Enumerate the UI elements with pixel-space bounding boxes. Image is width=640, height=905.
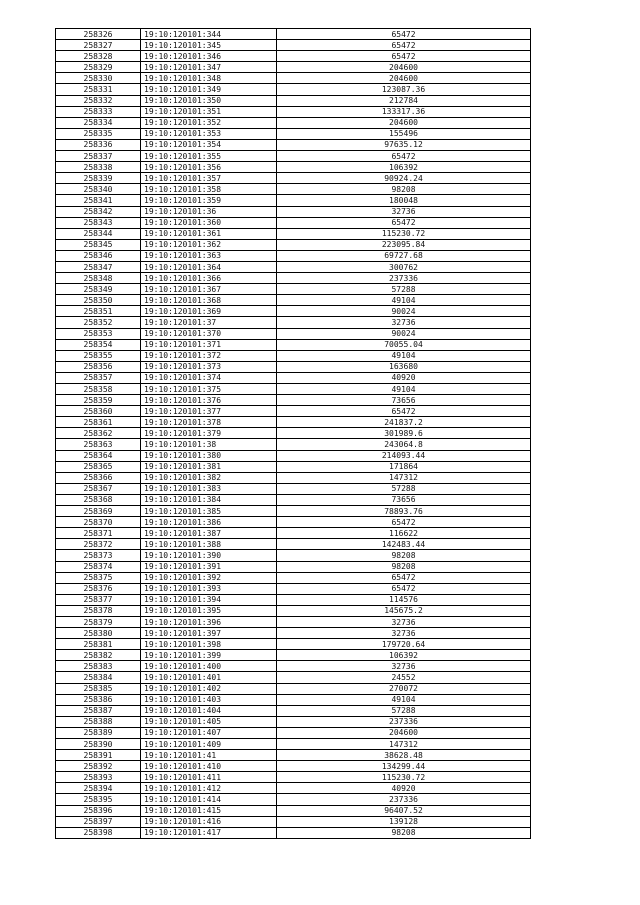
table-row (56, 561, 531, 572)
row-id-cell: 258365 (56, 461, 141, 472)
table-row (56, 483, 531, 494)
value-cell: 145675.2 (277, 605, 531, 616)
value-cell: 32736 (277, 628, 531, 639)
value-cell: 171864 (277, 461, 531, 472)
row-id-cell: 258379 (56, 616, 141, 627)
row-id-cell: 258344 (56, 228, 141, 239)
value-cell: 106392 (277, 650, 531, 661)
cadastral-number-cell: 19:10:120101:369 (141, 306, 277, 317)
row-id-cell: 258397 (56, 816, 141, 827)
row-id-cell: 258372 (56, 539, 141, 550)
cadastral-number-cell: 19:10:120101:403 (141, 694, 277, 705)
cadastral-number-cell: 19:10:120101:393 (141, 583, 277, 594)
cadastral-number-cell: 19:10:120101:372 (141, 350, 277, 361)
cadastral-number-cell: 19:10:120101:361 (141, 228, 277, 239)
row-id-cell: 258388 (56, 716, 141, 727)
table-row (56, 628, 531, 639)
cadastral-number-cell: 19:10:120101:379 (141, 428, 277, 439)
cadastral-number-cell: 19:10:120101:400 (141, 661, 277, 672)
table-row (56, 295, 531, 306)
table-row (56, 739, 531, 750)
cadastral-number-cell: 19:10:120101:405 (141, 716, 277, 727)
value-cell: 97635.12 (277, 139, 531, 150)
value-cell: 147312 (277, 739, 531, 750)
row-id-cell: 258358 (56, 384, 141, 395)
table-row (56, 306, 531, 317)
row-id-cell: 258328 (56, 51, 141, 62)
cadastral-number-cell: 19:10:120101:359 (141, 195, 277, 206)
table-row (56, 195, 531, 206)
cadastral-number-cell: 19:10:120101:344 (141, 29, 277, 40)
value-cell: 49104 (277, 384, 531, 395)
row-id-cell: 258381 (56, 639, 141, 650)
table-row (56, 616, 531, 627)
cadastral-number-cell: 19:10:120101:402 (141, 683, 277, 694)
cadastral-number-cell: 19:10:120101:374 (141, 372, 277, 383)
cadastral-number-cell: 19:10:120101:383 (141, 483, 277, 494)
value-cell: 65472 (277, 517, 531, 528)
table-row (56, 428, 531, 439)
value-cell: 214093.44 (277, 450, 531, 461)
value-cell: 180048 (277, 195, 531, 206)
row-id-cell: 258376 (56, 583, 141, 594)
row-id-cell: 258331 (56, 84, 141, 95)
row-id-cell: 258390 (56, 739, 141, 750)
row-id-cell: 258393 (56, 772, 141, 783)
row-id-cell: 258366 (56, 472, 141, 483)
row-id-cell: 258337 (56, 151, 141, 162)
value-cell: 223095.84 (277, 239, 531, 250)
row-id-cell: 258371 (56, 528, 141, 539)
value-cell: 90924.24 (277, 173, 531, 184)
value-cell: 65472 (277, 40, 531, 51)
table-row (56, 40, 531, 51)
value-cell: 32736 (277, 661, 531, 672)
table-row (56, 650, 531, 661)
row-id-cell: 258339 (56, 173, 141, 184)
cadastral-number-cell: 19:10:120101:362 (141, 239, 277, 250)
row-id-cell: 258375 (56, 572, 141, 583)
row-id-cell: 258373 (56, 550, 141, 561)
value-cell: 179720.64 (277, 639, 531, 650)
cadastral-number-cell: 19:10:120101:366 (141, 273, 277, 284)
cadastral-number-cell: 19:10:120101:41 (141, 750, 277, 761)
value-cell: 106392 (277, 162, 531, 173)
row-id-cell: 258330 (56, 73, 141, 84)
table-row (56, 716, 531, 727)
value-cell: 40920 (277, 372, 531, 383)
value-cell: 57288 (277, 284, 531, 295)
cadastral-number-cell: 19:10:120101:395 (141, 605, 277, 616)
cadastral-number-cell: 19:10:120101:412 (141, 783, 277, 794)
cadastral-number-cell: 19:10:120101:380 (141, 450, 277, 461)
cadastral-number-cell: 19:10:120101:375 (141, 384, 277, 395)
cadastral-number-cell: 19:10:120101:415 (141, 805, 277, 816)
table-row (56, 572, 531, 583)
table-row (56, 328, 531, 339)
cadastral-number-cell: 19:10:120101:354 (141, 139, 277, 150)
table-row (56, 173, 531, 184)
value-cell: 57288 (277, 483, 531, 494)
value-cell: 155496 (277, 128, 531, 139)
cadastral-number-cell: 19:10:120101:387 (141, 528, 277, 539)
table-row (56, 472, 531, 483)
cadastral-number-cell: 19:10:120101:351 (141, 106, 277, 117)
cadastral-number-cell: 19:10:120101:392 (141, 572, 277, 583)
value-cell: 32736 (277, 616, 531, 627)
row-id-cell: 258345 (56, 239, 141, 250)
value-cell: 204600 (277, 62, 531, 73)
row-id-cell: 258363 (56, 439, 141, 450)
cadastral-number-cell: 19:10:120101:391 (141, 561, 277, 572)
row-id-cell: 258359 (56, 395, 141, 406)
table-row (56, 139, 531, 150)
table-row (56, 51, 531, 62)
cadastral-number-cell: 19:10:120101:349 (141, 84, 277, 95)
cadastral-number-cell: 19:10:120101:417 (141, 827, 277, 838)
table-row (56, 239, 531, 250)
value-cell: 78893.76 (277, 506, 531, 517)
row-id-cell: 258389 (56, 727, 141, 738)
table-row (56, 805, 531, 816)
row-id-cell: 258384 (56, 672, 141, 683)
row-id-cell: 258327 (56, 40, 141, 51)
cadastral-number-cell: 19:10:120101:373 (141, 361, 277, 372)
table-row (56, 317, 531, 328)
table-row (56, 273, 531, 284)
row-id-cell: 258342 (56, 206, 141, 217)
table-row (56, 84, 531, 95)
cadastral-number-cell: 19:10:120101:371 (141, 339, 277, 350)
table-row (56, 439, 531, 450)
cadastral-number-cell: 19:10:120101:370 (141, 328, 277, 339)
table-row (56, 550, 531, 561)
row-id-cell: 258349 (56, 284, 141, 295)
row-id-cell: 258380 (56, 628, 141, 639)
row-id-cell: 258387 (56, 705, 141, 716)
value-cell: 204600 (277, 73, 531, 84)
value-cell: 96407.52 (277, 805, 531, 816)
cadastral-number-cell: 19:10:120101:381 (141, 461, 277, 472)
row-id-cell: 258369 (56, 506, 141, 517)
value-cell: 57288 (277, 705, 531, 716)
table-row (56, 162, 531, 173)
row-id-cell: 258395 (56, 794, 141, 805)
value-cell: 270072 (277, 683, 531, 694)
table-body (56, 29, 531, 839)
cadastral-number-cell: 19:10:120101:363 (141, 250, 277, 261)
cadastral-number-cell: 19:10:120101:364 (141, 261, 277, 272)
value-cell: 98208 (277, 550, 531, 561)
row-id-cell: 258391 (56, 750, 141, 761)
cadastral-number-cell: 19:10:120101:367 (141, 284, 277, 295)
value-cell: 65472 (277, 217, 531, 228)
value-cell: 115230.72 (277, 228, 531, 239)
cadastral-number-cell: 19:10:120101:360 (141, 217, 277, 228)
table-row (56, 128, 531, 139)
value-cell: 65472 (277, 29, 531, 40)
cadastral-number-cell: 19:10:120101:407 (141, 727, 277, 738)
row-id-cell: 258370 (56, 517, 141, 528)
value-cell: 147312 (277, 472, 531, 483)
value-cell: 32736 (277, 317, 531, 328)
value-cell: 123087.36 (277, 84, 531, 95)
value-cell: 90024 (277, 306, 531, 317)
table-row (56, 106, 531, 117)
value-cell: 241837.2 (277, 417, 531, 428)
row-id-cell: 258355 (56, 350, 141, 361)
value-cell: 98208 (277, 561, 531, 572)
table-row (56, 95, 531, 106)
table-row (56, 339, 531, 350)
row-id-cell: 258392 (56, 761, 141, 772)
table-row (56, 705, 531, 716)
row-id-cell: 258333 (56, 106, 141, 117)
value-cell: 212784 (277, 95, 531, 106)
row-id-cell: 258383 (56, 661, 141, 672)
value-cell: 65472 (277, 583, 531, 594)
value-cell: 115230.72 (277, 772, 531, 783)
table-row (56, 761, 531, 772)
table-row (56, 517, 531, 528)
cadastral-number-cell: 19:10:120101:350 (141, 95, 277, 106)
row-id-cell: 258341 (56, 195, 141, 206)
row-id-cell: 258378 (56, 605, 141, 616)
row-id-cell: 258385 (56, 683, 141, 694)
value-cell: 163680 (277, 361, 531, 372)
value-cell: 65472 (277, 406, 531, 417)
table-row (56, 350, 531, 361)
row-id-cell: 258343 (56, 217, 141, 228)
cadastral-number-cell: 19:10:120101:38 (141, 439, 277, 450)
value-cell: 90024 (277, 328, 531, 339)
value-cell: 24552 (277, 672, 531, 683)
value-cell: 98208 (277, 184, 531, 195)
table-row (56, 62, 531, 73)
table-row (56, 494, 531, 505)
cadastral-number-cell: 19:10:120101:353 (141, 128, 277, 139)
cadastral-number-cell: 19:10:120101:398 (141, 639, 277, 650)
cadastral-number-cell: 19:10:120101:355 (141, 151, 277, 162)
value-cell: 139128 (277, 816, 531, 827)
cadastral-number-cell: 19:10:120101:368 (141, 295, 277, 306)
table-row (56, 151, 531, 162)
cadastral-number-cell: 19:10:120101:377 (141, 406, 277, 417)
row-id-cell: 258356 (56, 361, 141, 372)
table-row (56, 816, 531, 827)
row-id-cell: 258338 (56, 162, 141, 173)
table-row (56, 461, 531, 472)
value-cell: 73656 (277, 395, 531, 406)
cadastral-number-cell: 19:10:120101:384 (141, 494, 277, 505)
cadastral-number-cell: 19:10:120101:345 (141, 40, 277, 51)
value-cell: 300762 (277, 261, 531, 272)
table-row (56, 694, 531, 705)
table-row (56, 794, 531, 805)
table-row (56, 228, 531, 239)
row-id-cell: 258329 (56, 62, 141, 73)
table-row (56, 284, 531, 295)
table-row (56, 594, 531, 605)
row-id-cell: 258326 (56, 29, 141, 40)
value-cell: 65472 (277, 151, 531, 162)
value-cell: 134299.44 (277, 761, 531, 772)
row-id-cell: 258354 (56, 339, 141, 350)
row-id-cell: 258374 (56, 561, 141, 572)
table-row (56, 406, 531, 417)
row-id-cell: 258334 (56, 117, 141, 128)
row-id-cell: 258360 (56, 406, 141, 417)
cadastral-number-cell: 19:10:120101:352 (141, 117, 277, 128)
value-cell: 133317.36 (277, 106, 531, 117)
cadastral-number-cell: 19:10:120101:356 (141, 162, 277, 173)
value-cell: 301989.6 (277, 428, 531, 439)
cadastral-number-cell: 19:10:120101:404 (141, 705, 277, 716)
row-id-cell: 258386 (56, 694, 141, 705)
value-cell: 49104 (277, 694, 531, 705)
cadastral-number-cell: 19:10:120101:399 (141, 650, 277, 661)
value-cell: 65472 (277, 572, 531, 583)
cadastral-number-cell: 19:10:120101:378 (141, 417, 277, 428)
row-id-cell: 258382 (56, 650, 141, 661)
table-row (56, 261, 531, 272)
table-row (56, 417, 531, 428)
row-id-cell: 258367 (56, 483, 141, 494)
cadastral-number-cell: 19:10:120101:386 (141, 517, 277, 528)
row-id-cell: 258362 (56, 428, 141, 439)
row-id-cell: 258346 (56, 250, 141, 261)
row-id-cell: 258332 (56, 95, 141, 106)
table-row (56, 372, 531, 383)
table-row (56, 661, 531, 672)
table-row (56, 783, 531, 794)
value-cell: 49104 (277, 350, 531, 361)
cadastral-number-cell: 19:10:120101:410 (141, 761, 277, 772)
cadastral-number-cell: 19:10:120101:401 (141, 672, 277, 683)
table-row (56, 528, 531, 539)
value-cell: 65472 (277, 51, 531, 62)
table-row (56, 395, 531, 406)
cadastral-number-cell: 19:10:120101:388 (141, 539, 277, 550)
row-id-cell: 258336 (56, 139, 141, 150)
row-id-cell: 258364 (56, 450, 141, 461)
value-cell: 49104 (277, 295, 531, 306)
value-cell: 142483.44 (277, 539, 531, 550)
value-cell: 73656 (277, 494, 531, 505)
row-id-cell: 258377 (56, 594, 141, 605)
table-row (56, 639, 531, 650)
cadastral-number-cell: 19:10:120101:382 (141, 472, 277, 483)
row-id-cell: 258335 (56, 128, 141, 139)
value-cell: 98208 (277, 827, 531, 838)
cadastral-number-cell: 19:10:120101:358 (141, 184, 277, 195)
row-id-cell: 258357 (56, 372, 141, 383)
table-row (56, 727, 531, 738)
table-row (56, 750, 531, 761)
cadastral-number-cell: 19:10:120101:414 (141, 794, 277, 805)
cadastral-number-cell: 19:10:120101:411 (141, 772, 277, 783)
table-row (56, 605, 531, 616)
cadastral-number-cell: 19:10:120101:385 (141, 506, 277, 517)
cadastral-number-cell: 19:10:120101:416 (141, 816, 277, 827)
value-cell: 69727.68 (277, 250, 531, 261)
table-row (56, 384, 531, 395)
value-cell: 32736 (277, 206, 531, 217)
table-row (56, 672, 531, 683)
table-row (56, 117, 531, 128)
table-row (56, 506, 531, 517)
table-row (56, 361, 531, 372)
table-row (56, 772, 531, 783)
row-id-cell: 258353 (56, 328, 141, 339)
row-id-cell: 258340 (56, 184, 141, 195)
row-id-cell: 258368 (56, 494, 141, 505)
cadastral-number-cell: 19:10:120101:376 (141, 395, 277, 406)
cadastral-number-cell: 19:10:120101:37 (141, 317, 277, 328)
row-id-cell: 258350 (56, 295, 141, 306)
value-cell: 237336 (277, 794, 531, 805)
cadastral-number-cell: 19:10:120101:36 (141, 206, 277, 217)
row-id-cell: 258347 (56, 261, 141, 272)
row-id-cell: 258351 (56, 306, 141, 317)
cadastral-number-cell: 19:10:120101:357 (141, 173, 277, 184)
cadastral-number-cell: 19:10:120101:347 (141, 62, 277, 73)
table-row (56, 827, 531, 838)
table-row (56, 450, 531, 461)
table-row (56, 217, 531, 228)
value-cell: 243064.8 (277, 439, 531, 450)
table-row (56, 73, 531, 84)
table-row (56, 250, 531, 261)
value-cell: 237336 (277, 273, 531, 284)
row-id-cell: 258394 (56, 783, 141, 794)
cadastral-number-cell: 19:10:120101:397 (141, 628, 277, 639)
row-id-cell: 258396 (56, 805, 141, 816)
table-row (56, 683, 531, 694)
value-cell: 116622 (277, 528, 531, 539)
table-row (56, 539, 531, 550)
cadastral-number-cell: 19:10:120101:396 (141, 616, 277, 627)
table-row (56, 184, 531, 195)
row-id-cell: 258348 (56, 273, 141, 284)
cadastral-number-cell: 19:10:120101:348 (141, 73, 277, 84)
row-id-cell: 258352 (56, 317, 141, 328)
cadastral-number-cell: 19:10:120101:394 (141, 594, 277, 605)
value-cell: 38628.48 (277, 750, 531, 761)
value-cell: 70055.04 (277, 339, 531, 350)
table-row (56, 29, 531, 40)
table-row (56, 583, 531, 594)
table-row (56, 206, 531, 217)
value-cell: 204600 (277, 117, 531, 128)
cadastral-number-cell: 19:10:120101:346 (141, 51, 277, 62)
value-cell: 40920 (277, 783, 531, 794)
row-id-cell: 258398 (56, 827, 141, 838)
data-table (55, 28, 531, 839)
cadastral-number-cell: 19:10:120101:409 (141, 739, 277, 750)
value-cell: 204600 (277, 727, 531, 738)
row-id-cell: 258361 (56, 417, 141, 428)
value-cell: 237336 (277, 716, 531, 727)
value-cell: 114576 (277, 594, 531, 605)
cadastral-number-cell: 19:10:120101:390 (141, 550, 277, 561)
